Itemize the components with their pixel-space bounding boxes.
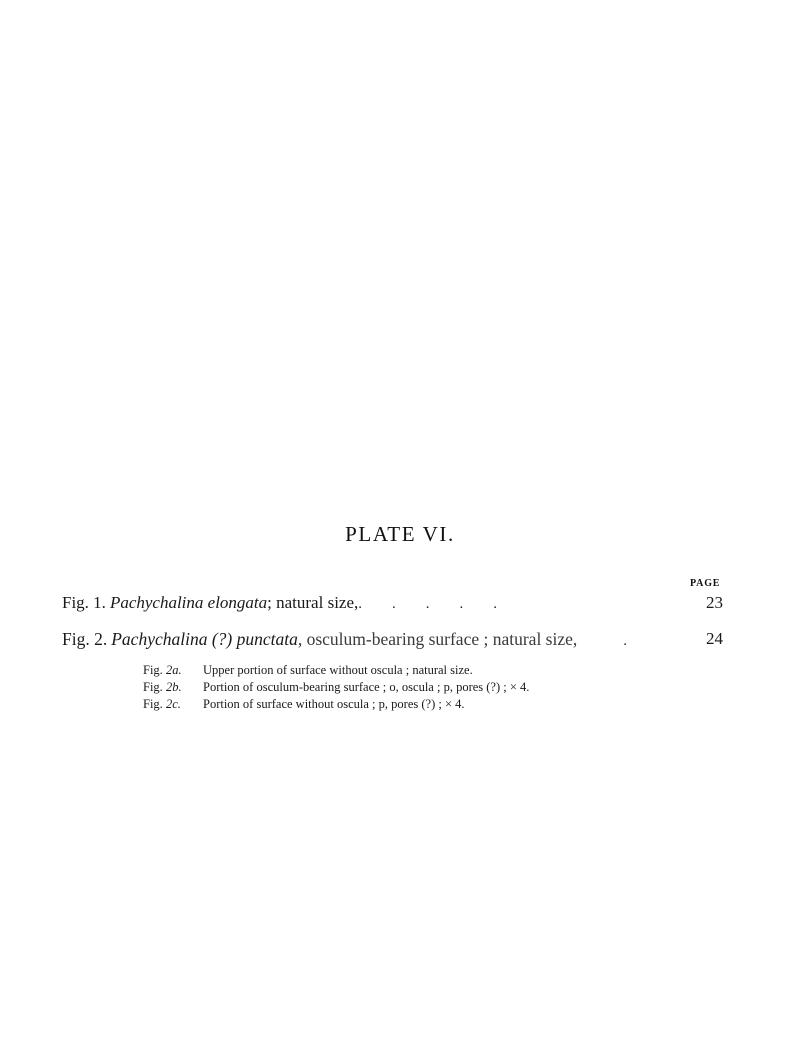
species-name: Pachychalina (?) punctata	[111, 629, 298, 649]
leader-dots: . . . . .	[358, 596, 498, 612]
subfigure-item	[0, 679, 800, 696]
leader-dots: .	[623, 633, 628, 649]
subfigure-list	[0, 662, 800, 713]
subfigure-label	[143, 696, 203, 713]
figure-entry-list	[0, 592, 800, 664]
figure-entry-line	[62, 628, 682, 652]
subfigure-label-id: 2a.	[165, 663, 182, 677]
subfigure-text: Portion of osculum-bearing surface ; o, oscula ; p, pores (?) ; × 4.	[203, 680, 530, 694]
subfigure-text: Upper portion of surface without oscula ; natural size.	[203, 663, 473, 677]
subfigure-label	[143, 679, 203, 696]
figure-entry-line	[62, 592, 682, 615]
species-name: Pachychalina elongata	[109, 593, 268, 612]
figure-label: Fig. 1.	[62, 593, 106, 612]
page-title: PLATE VI.	[345, 522, 455, 546]
subfigure-label-prefix: Fig.	[143, 680, 166, 694]
subfigure-item	[0, 696, 800, 713]
subfigure-label-id: 2b.	[165, 680, 182, 694]
page-number: 23	[706, 593, 723, 612]
page-column-header: PAGE	[690, 578, 721, 589]
subfigure-label	[143, 662, 203, 679]
figure-entry	[0, 628, 800, 664]
figure-description: ; natural size,	[267, 593, 359, 612]
figure-description: , osculum-bearing surface ; natural size,	[297, 629, 578, 649]
subfigure-item	[0, 662, 800, 679]
figure-label: Fig. 2.	[62, 629, 108, 649]
subfigure-label-prefix: Fig.	[143, 663, 166, 677]
figure-entry	[0, 592, 800, 628]
page-number: 24	[706, 629, 723, 648]
subfigure-label-id: 2c.	[165, 697, 181, 711]
subfigure-text: Portion of surface without oscula ; p, pores (?) ; × 4.	[203, 697, 465, 711]
subfigure-label-prefix: Fig.	[143, 697, 166, 711]
